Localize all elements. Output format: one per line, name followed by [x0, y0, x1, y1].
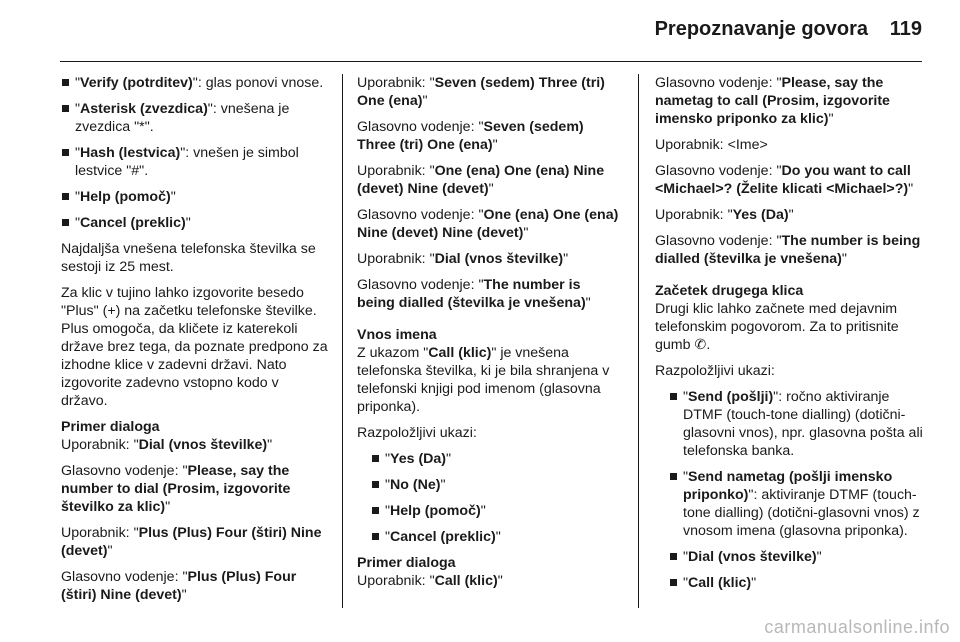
bullet-item: "No (Ne)" — [371, 476, 619, 494]
paragraph: Z ukazom "Call (klic)" je vnešena telefonska številka, ki je bila shranjena v telefonski knjigi pod imenom (glasovna priponka). — [357, 345, 610, 415]
dialog-line: Uporabnik: "Dial (vnos številke)" — [357, 251, 569, 267]
bullet-text: : vnešen je simbol lestvice "#". — [75, 145, 299, 179]
dialog-line: Glasovno vodenje: "Plus (Plus) Four (štiri) Nine (devet)" — [61, 569, 297, 603]
bullet-item: "Hash (lestvica)": vnešen je simbol lestvice "#". — [61, 144, 329, 180]
section-heading: Začetek drugega klica — [655, 283, 804, 299]
command: Help (pomoč) — [80, 189, 171, 205]
command: Verify (potrditev) — [80, 75, 193, 91]
column-divider — [342, 74, 343, 608]
dialog-line: Uporabnik: "Dial (vnos številke)" — [61, 437, 273, 453]
command: Asterisk (zvezdica) — [80, 101, 208, 117]
bullet-item: "Dial (vnos številke)" — [669, 548, 923, 566]
section-heading: Vnos imena — [357, 327, 437, 343]
section-heading: Primer dialoga — [61, 419, 160, 435]
bullet-item: "Send (pošlji)": ročno aktiviranje DTMF (touch-tone dialling) (dotični-glasovni vnos), npr. glasovna pošta ali telefonska banka. — [669, 388, 923, 460]
command: Cancel (preklic) — [80, 215, 186, 231]
dialog-line: Glasovno vodenje: "Please, say the nametag to call (Prosim, izgovorite imensko priponko za klic)" — [655, 75, 890, 127]
dialog-line: Uporabnik: "One (ena) One (ena) Nine (devet) Nine (devet)" — [357, 163, 605, 197]
paragraph: Razpoložljivi ukazi: — [655, 363, 775, 379]
section-heading: Primer dialoga — [357, 555, 456, 571]
column-3 — [655, 74, 923, 592]
dialog-line: Glasovno vodenje: "Seven (sedem) Three (tri) One (ena)" — [357, 119, 584, 153]
bullet-item: "Call (klic)" — [669, 574, 923, 592]
bullet-item: "Help (pomoč)" — [61, 188, 329, 206]
bullet-item: "Cancel (preklic)" — [371, 528, 619, 546]
paragraph: Najdaljša vnešena telefonska številka se sestoji iz 25 mest. — [61, 241, 316, 275]
paragraph: Za klic v tujino lahko izgovorite besedo "Plus" (+) na začetku telefonske številke. Plus omogoča, da kličete iz katerekoli države brez tega, da poznate predpono za izhodne klice v zadevni državi. Nato izgovorite zadevno vstopno kodo v državo. — [61, 285, 328, 409]
bullet-item: "Yes (Da)" — [371, 450, 619, 468]
command: Hash (lestvica) — [80, 145, 181, 161]
bullet-item: "Asterisk (zvezdica)": vnešena je zvezdica "*". — [61, 100, 329, 136]
page-header — [0, 0, 960, 62]
bullet-text: : vnešena je zvezdica "*". — [75, 101, 290, 135]
bullet-item: "Help (pomoč)" — [371, 502, 619, 520]
dialog-line: Uporabnik: "Plus (Plus) Four (štiri) Nine (devet)" — [61, 525, 322, 559]
dialog-line: Uporabnik: <Ime> — [655, 137, 768, 153]
column-divider — [638, 74, 639, 608]
bullet-item: "Verify (potrditev)": glas ponovi vnose. — [61, 74, 329, 92]
dialog-line: Glasovno vodenje: "The number is being dialled (številka je vnešena)" — [357, 277, 591, 311]
paragraph: Razpoložljivi ukazi: — [357, 425, 477, 441]
phone-call-icon: ✆ — [694, 337, 707, 353]
bullet-item: "Cancel (preklic)" — [61, 214, 329, 232]
dialog-line: Glasovno vodenje: "Do you want to call <Michael>? (Želite klicati <Michael>?)" — [655, 163, 914, 197]
dialog-line: Uporabnik: "Call (klic)" — [357, 573, 503, 589]
column-2 — [357, 74, 619, 598]
header-rule — [60, 61, 922, 62]
dialog-line: Uporabnik: "Yes (Da)" — [655, 207, 794, 223]
dialog-line: Uporabnik: "Seven (sedem) Three (tri) One (ena)" — [357, 75, 605, 109]
bullet-text: : glas ponovi vnose. — [197, 75, 324, 91]
bullet-item: "Send nametag (pošlji imensko priponko)": aktiviranje DTMF (touch-tone dialling) (dotični-glasovni vnos) z vnosom imena (glasovna priponka). — [669, 468, 923, 540]
dialog-line: Glasovno vodenje: "One (ena) One (ena) Nine (devet) Nine (devet)" — [357, 207, 619, 241]
paragraph: Drugi klic lahko začnete med dejavnim telefonskim pogovorom. Za to pritisnite gumb ✆. — [655, 301, 899, 353]
watermark: carmanualsonline.info — [764, 617, 950, 637]
dialog-line: Glasovno vodenje: "Please, say the number to dial (Prosim, izgovorite številko za klic)" — [61, 463, 291, 515]
page-title: Prepoznavanje govora — [654, 18, 868, 40]
page-number: 119 — [889, 18, 922, 40]
dialog-line: Glasovno vodenje: "The number is being dialled (številka je vnešena)" — [655, 233, 921, 267]
column-1 — [61, 74, 329, 612]
